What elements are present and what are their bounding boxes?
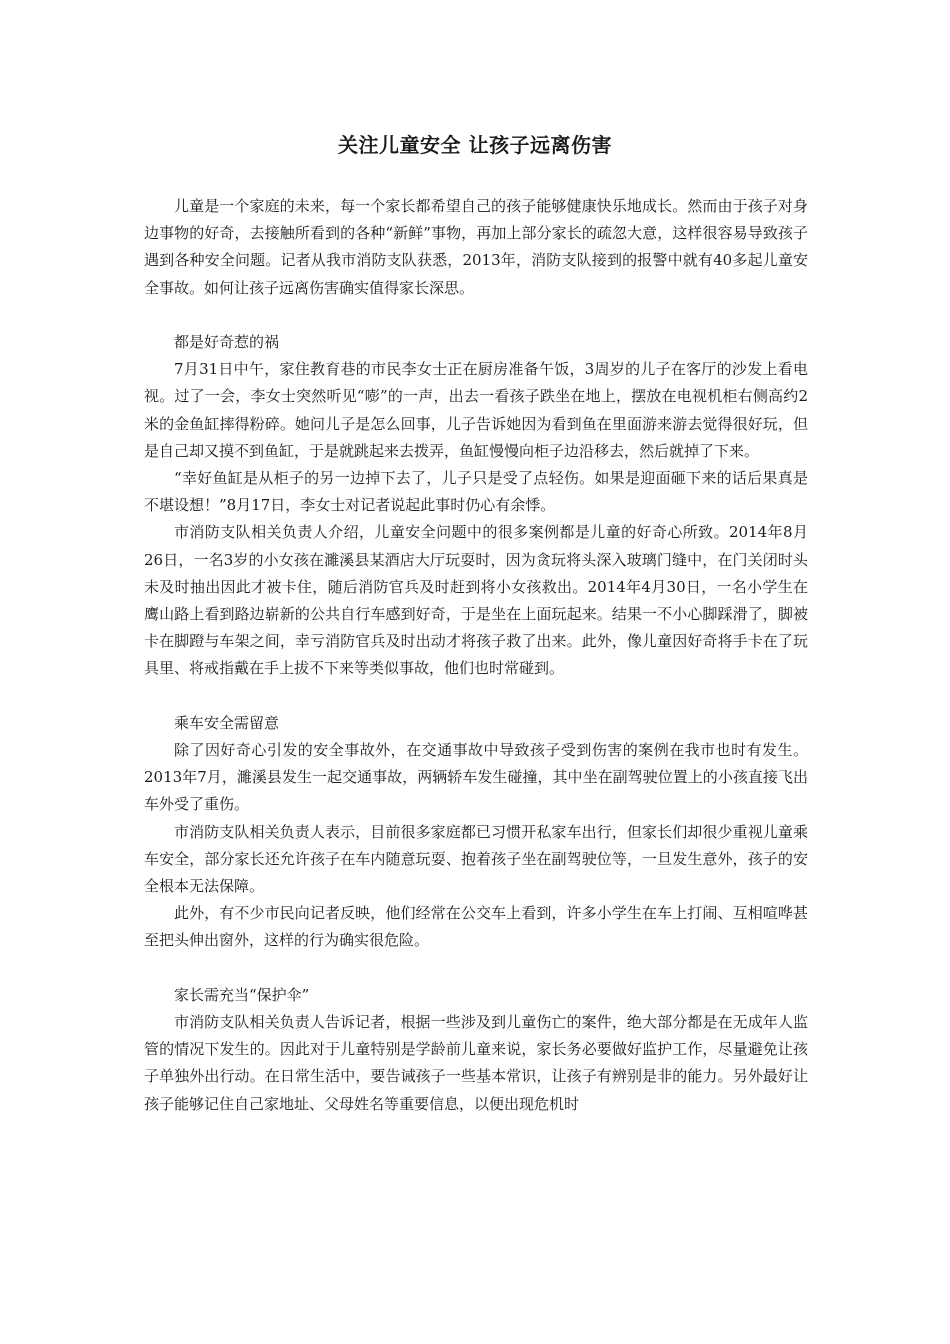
section-gap: [144, 683, 808, 710]
paragraph: 市消防支队相关负责人告诉记者，根据一些涉及到儿童伤亡的案件，绝大部分都是在无成年人监管的情况下发生的。因此对于儿童特别是学龄前儿童来说，家长务必要做好监护工作，尽量避免让孩子单独外出行动。在日常生活中，要告诫孩子一些基本常识，让孩子有辨别是非的能力。另外最好让孩子能够记住自己家地址、父母姓名等重要信息，以便出现危机时: [144, 1013, 808, 1113]
section-heading-parents: 家长需充当“保护伞”: [174, 985, 310, 1004]
paragraph: 此外，有不少市民向记者反映，他们经常在公交车上看到，许多小学生在车上打闹、互相喧哗甚至把头伸出窗外，这样的行为确实很危险。: [144, 904, 808, 950]
paragraph: 市消防支队相关负责人介绍，儿童安全问题中的很多案例都是儿童的好奇心所致。2014年8月26日，一名3岁的小女孩在濉溪县某酒店大厅玩耍时，因为贪玩将头深入玻璃门缝中，在门关闭时头未及时抽出因此才被卡住，随后消防官兵及时赶到将小女孩救出。2014年4月30日，一名小学生在鹰山路上看到路边崭新的公共自行车感到好奇，于是坐在上面玩起来。结果一不小心脚踩滑了，脚被卡在脚蹬与车架之间，幸亏消防官兵及时出动才将孩子救了出来。此外，像儿童因好奇将手卡在了玩具里、将戒指戴在手上拔不下来等类似事故，他们也时常碰到。: [144, 523, 808, 678]
section-gap: [144, 302, 808, 329]
section-gap: [144, 955, 808, 982]
paragraph: 市消防支队相关负责人表示，目前很多家庭都已习惯开私家车出行，但家长们却很少重视儿童乘车安全，部分家长还允许孩子在车内随意玩耍、抱着孩子坐在副驾驶位等，一旦发生意外，孩子的安全根本无法保障。: [144, 822, 808, 896]
paragraph: “幸好鱼缸是从柜子的另一边掉下去了，儿子只是受了点轻伤。如果是迎面砸下来的话后果真是不堪设想！”8月17日，李女士对记者说起此事时仍心有余悸。: [144, 469, 808, 515]
article-title: 关注儿童安全 让孩子远离伤害: [338, 133, 612, 157]
paragraph: 除了因好奇心引发的安全事故外，在交通事故中导致孩子受到伤害的案例在我市也时有发生。2013年7月，濉溪县发生一起交通事故，两辆轿车发生碰撞，其中坐在副驾驶位置上的小孩直接飞出车外受了重伤。: [144, 741, 808, 814]
section-heading-curiosity: 都是好奇惹的祸: [174, 333, 280, 351]
intro-paragraph: 儿童是一个家庭的未来，每一个家长都希望自己的孩子能够健康快乐地成长。然而由于孩子对身边事物的好奇，去接触所看到的各种“新鲜”事物，再加上部分家长的疏忽大意，这样很容易导致孩子遇到各种安全问题。记者从我市消防支队获悉，2013年，消防支队接到的报警中就有40多起儿童安全事故。如何让孩子远离伤害确实值得家长深思。: [144, 197, 808, 297]
article-body: [144, 193, 808, 1118]
section-heading-car-safety: 乘车安全需留意: [174, 713, 280, 732]
paragraph: 7月31日中午，家住教育巷的市民李女士正在厨房准备午饭，3周岁的儿子在客厅的沙发上看电视。过了一会，李女士突然听见“嘭”的一声，出去一看孩子跌坐在地上，摆放在电视机柜右侧高约2米的金鱼缸摔得粉碎。她问儿子是怎么回事，儿子告诉她因为看到鱼在里面游来游去觉得很好玩，但是自己却又摸不到鱼缸，于是就跳起来去拨弄，鱼缸慢慢向柜子边沿移去，然后就掉了下来。: [144, 360, 808, 460]
